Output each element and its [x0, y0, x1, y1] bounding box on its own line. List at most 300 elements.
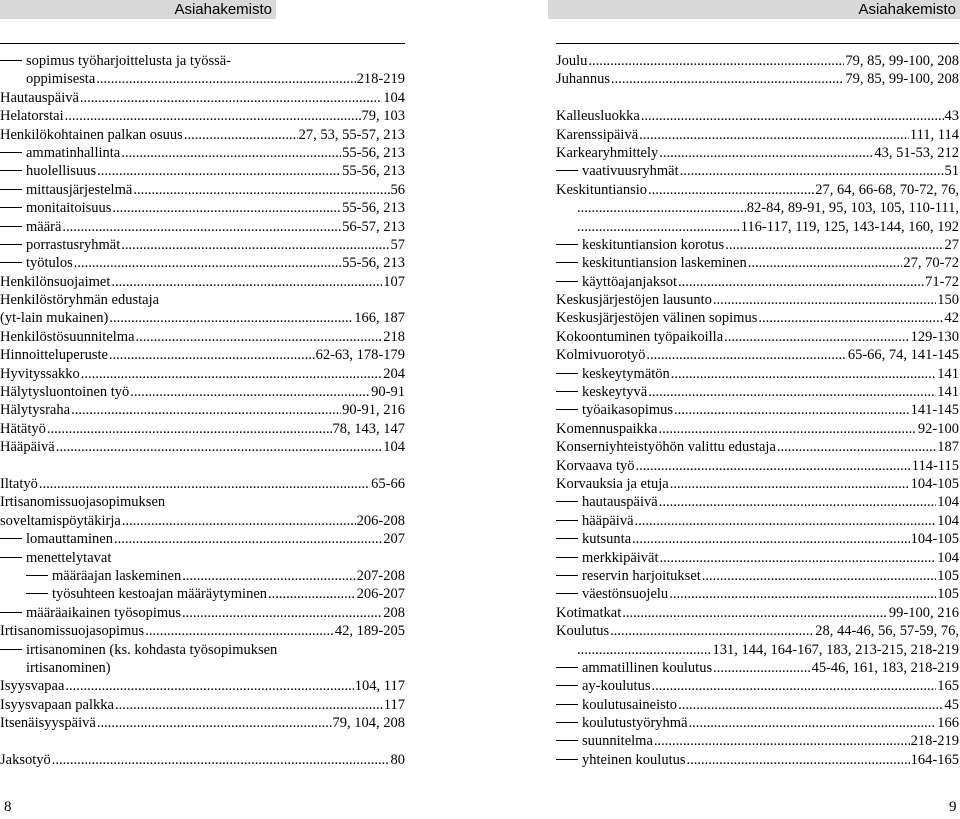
index-entry [556, 144, 959, 162]
page-references: 204 [383, 365, 405, 382]
index-term-text: Isyysvapaa [0, 678, 65, 695]
index-term-text: Kokoontuminen työpaikoilla [556, 328, 724, 345]
subentry-dash [556, 722, 578, 723]
subentry-dash [556, 759, 578, 760]
dot-leader [758, 309, 943, 327]
page-references: 43, 51-53, 212 [874, 144, 959, 161]
dot-leader [669, 585, 936, 603]
index-term [556, 677, 650, 695]
subentry-dash [556, 538, 578, 539]
dot-leader [610, 622, 814, 640]
dot-leader [111, 273, 382, 291]
dot-leader [184, 126, 298, 144]
dot-leader [112, 199, 341, 217]
index-term [556, 346, 645, 364]
page-references: 105 [937, 567, 959, 584]
index-column-left [0, 52, 405, 769]
index-entry [0, 420, 405, 438]
index-term-text: Keskusjärjestöjen lausunto [556, 292, 712, 309]
index-term [556, 107, 640, 125]
index-term-text: ay-koulutus [582, 678, 651, 695]
index-entry [556, 714, 959, 732]
index-entry [556, 383, 959, 401]
index-entry [0, 70, 405, 88]
index-term [556, 696, 677, 714]
index-entry [0, 199, 405, 217]
page-references: 206-207 [356, 586, 405, 603]
index-term [556, 273, 677, 291]
index-term-text: kutsunta [582, 531, 632, 548]
index-entry [556, 346, 959, 364]
index-entry [0, 659, 405, 677]
page-references: 28, 44-46, 56, 57-59, 76, [815, 623, 959, 640]
subentry-dash [0, 649, 22, 650]
index-term-text: Helatorstai [0, 108, 64, 125]
dot-leader [724, 328, 910, 346]
index-term-text: Keskituntiansio [556, 181, 648, 198]
index-entry [556, 751, 959, 769]
index-entry [0, 273, 405, 291]
page-references: 141-145 [910, 402, 959, 419]
index-column-right [556, 52, 959, 769]
page-references: 206-208 [356, 512, 405, 529]
index-term [556, 144, 658, 162]
index-entry [0, 438, 405, 456]
index-entry [0, 714, 405, 732]
index-term [0, 475, 38, 493]
index-term [0, 714, 96, 732]
dot-leader [115, 696, 383, 714]
index-term-text: Koulutus [556, 623, 610, 640]
subentry-dash [26, 575, 48, 576]
index-term-text: Karkearyhmittely [556, 144, 659, 161]
index-term [0, 696, 114, 714]
index-term-text: keskeytymätön [582, 365, 670, 382]
subentry-dash [0, 170, 22, 171]
index-term-text: Juhannus [556, 71, 610, 88]
index-term [0, 52, 231, 70]
index-entry [0, 530, 405, 548]
dot-leader [651, 677, 936, 695]
index-term [0, 199, 111, 217]
dot-leader [588, 52, 844, 70]
index-term-text: määräajan laskeminen [52, 567, 182, 584]
index-term [556, 567, 701, 585]
index-term-text: soveltamispöytäkirja [0, 512, 121, 529]
dot-leader [680, 162, 944, 180]
subentry-dash [556, 593, 578, 594]
dot-leader [660, 549, 937, 567]
index-entry [556, 585, 959, 603]
index-term-text: monitaitoisuus [26, 200, 112, 217]
dot-leader [56, 438, 383, 456]
index-entry [0, 493, 405, 511]
index-term-text: hautauspäivä [582, 494, 658, 511]
index-term-text: Keskusjärjestöjen välinen sopimus [556, 310, 758, 327]
dot-leader [121, 144, 341, 162]
page-references: 79, 103 [361, 108, 405, 125]
index-term [0, 604, 181, 622]
dot-leader [659, 493, 937, 511]
page-references: 104 [937, 512, 959, 529]
index-term-text: huolellisuus [26, 163, 97, 180]
subentry-dash [0, 557, 22, 558]
index-entry [0, 144, 405, 162]
index-term-text: ammatillinen koulutus [582, 659, 713, 676]
index-entry [556, 549, 959, 567]
index-term [0, 236, 120, 254]
index-term-text: reservin harjoitukset [582, 567, 701, 584]
index-entry [556, 732, 959, 750]
dot-leader [702, 567, 936, 585]
index-term [556, 622, 609, 640]
index-term-text: keskeytyvä [582, 384, 648, 401]
index-term [556, 383, 647, 401]
index-term [556, 162, 679, 180]
index-entry [0, 567, 405, 585]
index-entry [0, 604, 405, 622]
page-references: 92-100 [917, 420, 959, 437]
index-term-text: Itsenäisyyspäivä [0, 715, 96, 732]
index-term [556, 181, 647, 199]
dot-leader [133, 181, 389, 199]
dot-leader [74, 254, 341, 272]
index-term-text: Hyvityssakko [0, 365, 80, 382]
index-term [0, 365, 80, 383]
index-term [0, 641, 277, 659]
index-term [0, 493, 165, 511]
index-term-text: Korvaava työ [556, 457, 635, 474]
index-entry [0, 696, 405, 714]
index-term [556, 52, 587, 70]
dot-leader [81, 365, 383, 383]
index-term [0, 751, 51, 769]
index-entry [0, 291, 405, 309]
index-term [0, 328, 135, 346]
index-term-text: keskituntiansion korotus [582, 236, 725, 253]
subentry-dash [0, 226, 22, 227]
index-term [0, 144, 120, 162]
subentry-dash [556, 262, 578, 263]
index-term [556, 732, 653, 750]
index-entry [556, 365, 959, 383]
index-term [0, 420, 46, 438]
page-references: 104-105 [910, 475, 959, 492]
index-term-text: sopimus työharjoittelusta ja työssä- [26, 53, 231, 69]
index-term-text: Joulu [556, 53, 588, 69]
index-spacer [0, 732, 405, 750]
index-entry [556, 512, 959, 530]
index-entry [0, 328, 405, 346]
dot-leader [622, 604, 888, 622]
page-references: 111, 114 [909, 126, 959, 143]
index-entry [556, 291, 959, 309]
index-term [556, 493, 658, 511]
index-term [556, 604, 621, 622]
index-entry [556, 236, 959, 254]
index-term [556, 549, 659, 567]
dot-leader [639, 126, 909, 144]
index-entry [556, 696, 959, 714]
dot-leader [632, 530, 910, 548]
subentry-dash [0, 612, 22, 613]
index-term [0, 677, 64, 695]
index-entry [0, 585, 405, 603]
index-term-text: ammatinhallinta [26, 144, 121, 161]
index-term [556, 530, 631, 548]
index-spacer [0, 457, 405, 475]
index-entry [0, 475, 405, 493]
subentry-dash [0, 60, 22, 61]
dot-leader [96, 70, 355, 88]
index-term-text: Irtisanomissuojasopimus [0, 623, 145, 640]
index-entry [556, 401, 959, 419]
index-term [556, 420, 657, 438]
subentry-dash [0, 262, 22, 263]
page-references: 79, 104, 208 [332, 715, 405, 732]
index-entry [556, 328, 959, 346]
index-term-text: Hätätyö [0, 420, 46, 437]
subentry-dash [556, 520, 578, 521]
index-entry [556, 604, 959, 622]
page-references: 141 [937, 384, 959, 401]
page-references: 129-130 [910, 328, 959, 345]
subentry-dash [0, 189, 22, 190]
index-entry [556, 107, 959, 125]
index-term [556, 365, 670, 383]
index-term-text: keskituntiansion laskeminen [582, 255, 747, 272]
index-entry [0, 162, 405, 180]
index-term-text: Hälytysluontoinen työ [0, 384, 130, 401]
dot-leader [648, 383, 936, 401]
index-entry [0, 236, 405, 254]
page-references: 56 [390, 181, 405, 198]
dot-leader [71, 401, 341, 419]
index-entry [0, 126, 405, 144]
subentry-dash [26, 593, 48, 594]
index-entry [556, 420, 959, 438]
dot-leader [577, 641, 712, 659]
index-term [0, 218, 61, 236]
page-references: 99-100, 216 [888, 604, 959, 621]
index-term-text: vaativuusryhmät [582, 163, 679, 180]
index-term-text: koulutustyöryhmä [582, 715, 688, 732]
dot-leader [65, 107, 361, 125]
dot-leader [182, 567, 355, 585]
page-number-right: 9 [949, 799, 957, 815]
dot-leader [122, 512, 356, 530]
dot-leader [777, 438, 936, 456]
dot-leader [674, 401, 910, 419]
page-references: 104, 117 [354, 678, 405, 695]
dot-leader [611, 70, 844, 88]
dot-leader [648, 181, 814, 199]
page-references: 116-117, 119, 125, 143-144, 160, 192 [740, 218, 959, 235]
page-references: 164-165 [910, 751, 959, 768]
dot-leader [635, 512, 937, 530]
page-references: 82-84, 89-91, 95, 103, 105, 110-111, [746, 200, 959, 217]
index-entry [556, 677, 959, 695]
top-rule-left [0, 43, 405, 44]
index-term-text: irtisanominen (ks. kohdasta työsopimuksen [26, 641, 278, 658]
index-entry [0, 218, 405, 236]
index-term-text: (yt-lain mukainen) [0, 310, 109, 327]
page-references: 90-91 [371, 384, 405, 401]
header-left [0, 0, 276, 19]
dot-leader [136, 328, 383, 346]
index-term [556, 475, 669, 493]
dot-leader [80, 89, 382, 107]
dot-leader [114, 530, 382, 548]
index-entry [0, 641, 405, 659]
index-term [556, 236, 724, 254]
subentry-dash [556, 281, 578, 282]
header-right-title: Asiahakemisto [858, 1, 956, 18]
dot-leader [725, 236, 943, 254]
index-term-text: Kalleusluokka [556, 108, 640, 125]
index-term [556, 512, 634, 530]
index-term [556, 751, 686, 769]
index-term-text: Karenssipäivä [556, 126, 639, 143]
page-references: 218-219 [910, 733, 959, 750]
subentry-dash [0, 244, 22, 245]
index-term [0, 181, 132, 199]
index-term-text: Henkilöstösuunnitelma [0, 328, 135, 345]
dot-leader [636, 457, 911, 475]
index-entry [0, 309, 405, 327]
page-references: 55-56, 213 [342, 163, 405, 180]
index-entry [0, 512, 405, 530]
page-references: 104 [383, 89, 405, 106]
index-term [556, 438, 776, 456]
index-term-text: työtulos [26, 255, 73, 272]
index-entry [556, 70, 959, 88]
index-term-text: yhteinen koulutus [582, 751, 686, 768]
index-term-text: Jaksotyö [0, 751, 51, 768]
page-references: 117 [383, 696, 405, 713]
index-term-text: Iltatyö [0, 475, 38, 492]
page-references: 166 [937, 715, 959, 732]
dot-leader [713, 291, 936, 309]
index-term [0, 126, 183, 144]
page-references: 27, 53, 55-57, 213 [298, 126, 405, 143]
top-rule-right [556, 43, 959, 44]
page-references: 104 [937, 494, 959, 511]
index-term-text: Kotimatkat [556, 604, 622, 621]
index-term-text: Korvauksia ja etuja [556, 475, 669, 492]
index-term-text: Konserniyhteistyöhön valittu edustaja [556, 439, 776, 456]
page-references: 207 [383, 531, 405, 548]
page-references: 207-208 [356, 567, 405, 584]
index-term [0, 346, 108, 364]
dot-leader [109, 309, 353, 327]
index-entry [0, 622, 405, 640]
subentry-dash [556, 373, 578, 374]
index-term [0, 622, 144, 640]
dot-leader [268, 585, 356, 603]
page-references: 90-91, 216 [342, 402, 405, 419]
index-term-text: Henkilökohtainen palkan osuus [0, 126, 183, 143]
index-term [0, 254, 73, 272]
page-references: 27, 70-72 [903, 255, 959, 272]
page-references: 55-56, 213 [342, 144, 405, 161]
page-references: 150 [937, 292, 959, 309]
index-term-text: oppimisesta [26, 71, 96, 88]
index-term-text: porrastusryhmät [26, 236, 121, 253]
index-entry [556, 309, 959, 327]
index-entry [556, 218, 959, 236]
subentry-dash [0, 152, 22, 153]
page-references: 166, 187 [354, 310, 405, 327]
index-term-text: merkkipäivät [582, 549, 659, 566]
page-references: 131, 144, 164-167, 183, 213-215, 218-219 [712, 641, 959, 658]
dot-leader [646, 346, 846, 364]
index-term-text: työaikasopimus [582, 402, 674, 419]
dot-leader [748, 254, 903, 272]
subentry-dash [556, 170, 578, 171]
dot-leader [39, 475, 370, 493]
dot-leader [577, 218, 740, 236]
dot-leader [678, 696, 943, 714]
index-term [0, 383, 129, 401]
index-term [556, 585, 668, 603]
index-term [0, 567, 181, 585]
page-references: 208 [383, 604, 405, 621]
index-term-text: koulutusaineisto [582, 696, 678, 713]
index-entry [556, 493, 959, 511]
dot-leader [130, 383, 370, 401]
index-entry [0, 346, 405, 364]
index-term [0, 530, 113, 548]
index-entry [556, 52, 959, 70]
index-term-text: määräaikainen työsopimus [26, 604, 182, 621]
index-term-text: suunnitelma [582, 733, 653, 750]
index-entry [556, 622, 959, 640]
page-references: 45-46, 161, 183, 218-219 [811, 659, 959, 676]
header-left-title: Asiahakemisto [174, 1, 272, 18]
dot-leader [713, 659, 810, 677]
index-term-text: lomauttaminen [26, 531, 113, 548]
index-term [556, 254, 747, 272]
index-entry [556, 530, 959, 548]
index-term-text: Isyysvapaan palkka [0, 696, 114, 713]
page-references: 65-66, 74, 141-145 [847, 347, 959, 364]
index-term [556, 291, 712, 309]
page-references: 80 [390, 751, 405, 768]
index-term-text: Hääpäivä [0, 439, 55, 456]
index-entry [0, 677, 405, 695]
index-term [556, 309, 757, 327]
page-references: 56-57, 213 [342, 218, 405, 235]
index-term-text: Irtisanomissuojasopimuksen [0, 494, 166, 511]
index-entry [556, 641, 959, 659]
index-term [556, 328, 723, 346]
header-right [548, 0, 960, 19]
page-references: 57 [390, 236, 405, 253]
page-references: 55-56, 213 [342, 255, 405, 272]
dot-leader [641, 107, 944, 125]
index-term-text: väestönsuojelu [582, 586, 669, 603]
index-term [556, 401, 673, 419]
index-entry [0, 89, 405, 107]
page-references: 105 [937, 586, 959, 603]
dot-leader [671, 365, 936, 383]
index-term-text: menettelytavat [26, 549, 112, 566]
page-number-left: 8 [4, 799, 12, 815]
page-references: 42, 189-205 [334, 623, 405, 640]
page-references: 141 [937, 365, 959, 382]
index-entry [0, 52, 405, 70]
